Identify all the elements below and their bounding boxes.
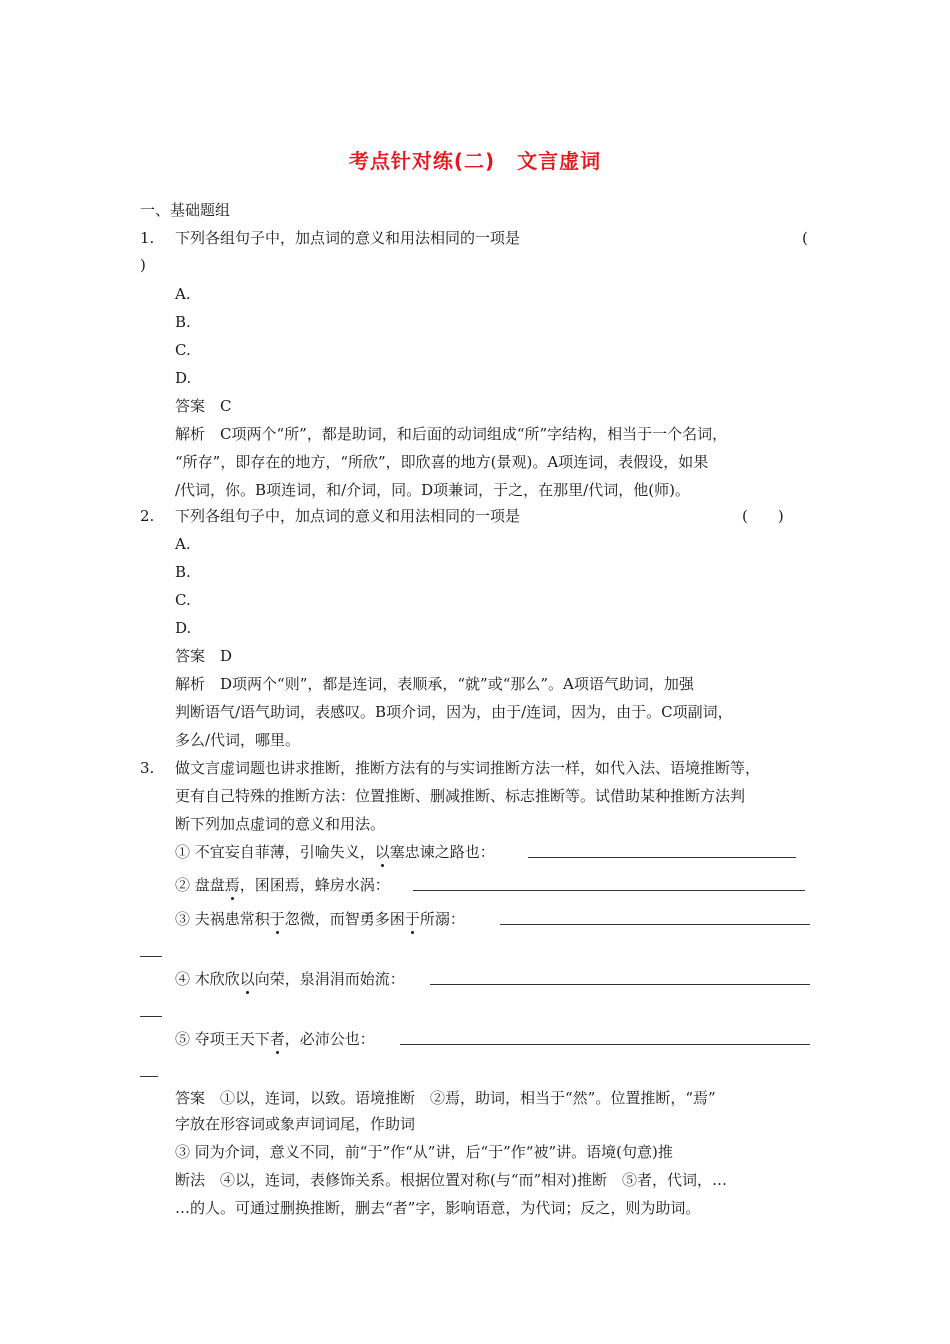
q3-stem-line: 断下列加点虚词的意义和用法。 [175, 815, 386, 833]
q3-item-2: ② 盘盘焉，囷囷焉，蜂房水涡： [175, 876, 390, 894]
q1-analysis-line: “所存”，即存在的地方，“所欣”，即欣喜的地方(景观)。A项连词，表假设，如果 [175, 453, 709, 471]
q1-analysis-line: /代词，你。B项连词，和/介词，同。D项兼词，于之，在那里/代词，他(师)。 [175, 481, 690, 499]
q2-number: 2. [140, 507, 155, 525]
q1-answer: 答案 C [175, 397, 232, 415]
q3-item-1: ① 不宜妄自菲薄，引喻失义，以塞忠谏之路也： [175, 843, 495, 861]
title-sub: 文言虚词 [517, 149, 602, 173]
q3-number: 3. [140, 759, 155, 777]
q1-option-a: A. [175, 285, 191, 303]
q3-answer-line: 断法 ④以，连词，表修饰关系。根据位置对称(与“而”相对)推断 ⑤者，代词，… [175, 1171, 728, 1189]
dotted-word: 以 [239, 970, 255, 988]
answer-blank[interactable] [430, 984, 810, 985]
answer-blank-continuation [140, 1076, 158, 1077]
q3-answer-line: ③ 同为介词，意义不同，前“于”作“从”讲，后“于”作“被”讲。语境(句意)推 [175, 1143, 673, 1161]
q3-answer-line: …的人。可通过删换推断，删去“者”字，影响语意，为代词；反之，则为助词。 [175, 1199, 701, 1217]
q2-analysis-line: 解析 D项两个“则”，都是连词，表顺承，“就”或“那么”。A项语气助词，加强 [175, 675, 694, 693]
q3-stem-line: 更有自己特殊的推断方法：位置推断、删减推断、标志推断等。试借助某种推断方法判 [175, 787, 746, 805]
answer-blank[interactable] [528, 857, 796, 858]
q1-analysis-line: 解析 C项两个“所”，都是助词，和后面的动词组成“所”字结构，相当于一个名词， [175, 425, 728, 443]
answer-blank-continuation [140, 1016, 162, 1017]
q3-item-3: ③ 夫祸患常积于忽微，而智勇多困于所溺： [175, 910, 465, 928]
q3-item-5: ⑤ 夺项王天下者，必沛公也： [175, 1030, 375, 1048]
answer-blank-continuation [140, 956, 162, 957]
q3-item-4: ④ 木欣欣以向荣，泉涓涓而始流： [175, 970, 405, 988]
q3-stem-line: 做文言虚词题也讲求推断，推断方法有的与实词推断方法一样，如代入法、语境推断等， [175, 759, 761, 777]
q1-paren-open: ( [802, 229, 808, 247]
q1-option-c: C. [175, 341, 191, 359]
page-title [0, 145, 950, 174]
dotted-word: 者 [269, 1030, 285, 1048]
title-main: 考点针对练(二) [348, 149, 496, 173]
q1-option-d: D. [175, 369, 192, 387]
answer-blank[interactable] [413, 890, 805, 891]
q1-option-b: B. [175, 313, 191, 331]
q1-stem: 下列各组句子中，加点词的意义和用法相同的一项是 [175, 229, 521, 247]
section-heading: 一、基础题组 [140, 201, 231, 219]
q3-answer-line: 答案 ①以，连词，以致。语境推断 ②焉，助词，相当于“然”。位置推断，“焉” [175, 1089, 716, 1107]
q3-answer-line: 字放在形容词或象声词词尾，作助词 [175, 1115, 416, 1133]
dotted-word: 于 [269, 910, 285, 928]
q2-answer: 答案 D [175, 647, 233, 665]
answer-blank[interactable] [500, 924, 810, 925]
q1-paren-close: ) [140, 256, 146, 274]
dotted-word: 于 [404, 910, 420, 928]
answer-blank[interactable] [400, 1044, 810, 1045]
q2-analysis-line: 多么/代词，哪里。 [175, 731, 301, 749]
q2-analysis-line: 判断语气/语气助词，表感叹。B项介词，因为，由于/连词，因为，由于。C项副词， [175, 703, 733, 721]
dotted-word: 焉 [224, 876, 240, 894]
q2-stem: 下列各组句子中，加点词的意义和用法相同的一项是 [175, 507, 521, 525]
q2-paren: ( ) [742, 507, 784, 525]
q2-option-a: A. [175, 535, 191, 553]
dotted-word: 以 [374, 843, 390, 861]
q2-option-d: D. [175, 619, 192, 637]
q2-option-b: B. [175, 563, 191, 581]
q1-number: 1. [140, 229, 155, 247]
q2-option-c: C. [175, 591, 191, 609]
